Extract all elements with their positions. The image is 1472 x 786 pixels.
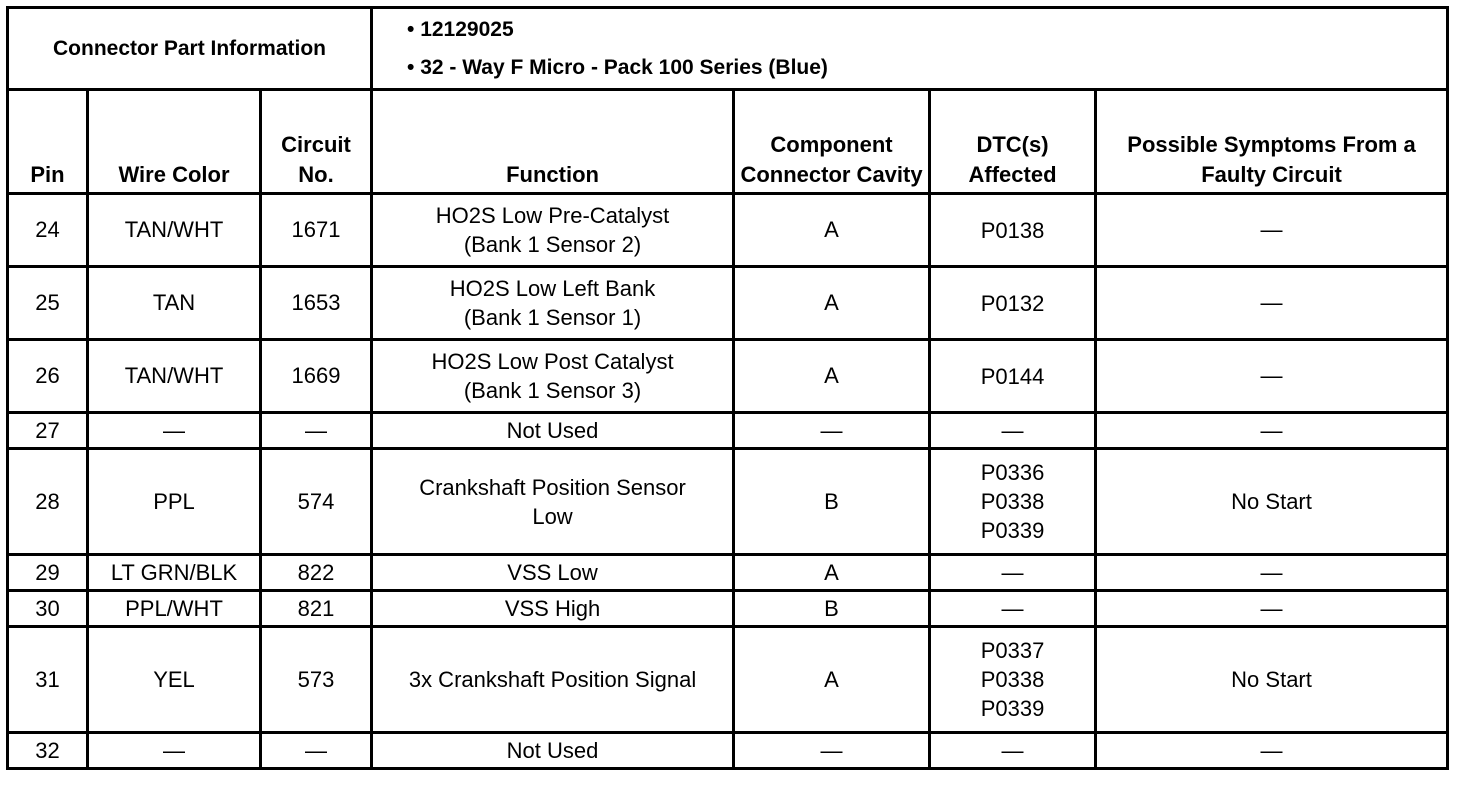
wire-color-cell: PPL/WHT xyxy=(88,591,261,627)
pin-cell: 31 xyxy=(8,627,88,733)
dtc-cell-line: P0132 xyxy=(980,290,1045,316)
dtc-cell-line: P0337 xyxy=(980,638,1045,663)
cavity-cell: A xyxy=(734,627,930,733)
cavity-cell: — xyxy=(734,413,930,449)
part-info-items xyxy=(372,8,1448,90)
circuit-cell: 574 xyxy=(261,449,372,555)
dtc-cell-line: P0144 xyxy=(980,363,1045,389)
table-row xyxy=(8,194,1448,267)
dtc-cell xyxy=(930,591,1096,627)
cavity-cell: B xyxy=(734,449,930,555)
dtc-cell-line: — xyxy=(1001,738,1024,763)
circuit-cell: — xyxy=(261,413,372,449)
table-row xyxy=(8,627,1448,733)
dtc-cell-line: P0138 xyxy=(980,217,1045,243)
function-cell xyxy=(372,267,734,340)
wire-color-cell: PPL xyxy=(88,449,261,555)
dtc-cell-line: P0336 xyxy=(980,460,1045,485)
circuit-cell: 1653 xyxy=(261,267,372,340)
function-cell-line: HO2S Low Pre-Catalyst xyxy=(435,203,670,228)
pin-cell: 24 xyxy=(8,194,88,267)
dtc-cell-line: P0338 xyxy=(980,489,1045,514)
function-cell-line: Crankshaft Position Sensor xyxy=(419,474,686,500)
pin-cell: 27 xyxy=(8,413,88,449)
connector-pinout-table xyxy=(6,6,1449,770)
dtc-cell xyxy=(930,340,1096,413)
circuit-cell: 573 xyxy=(261,627,372,733)
wire-color-cell: — xyxy=(88,733,261,769)
symptom-cell: — xyxy=(1096,194,1448,267)
function-cell xyxy=(372,449,734,555)
dtc-cell xyxy=(930,733,1096,769)
table-row xyxy=(8,555,1448,591)
symptom-cell: — xyxy=(1096,267,1448,340)
pin-cell: 25 xyxy=(8,267,88,340)
pin-cell: 30 xyxy=(8,591,88,627)
col-header-circuit-no: Circuit No. xyxy=(261,90,372,194)
dtc-cell xyxy=(930,267,1096,340)
symptom-cell: No Start xyxy=(1096,627,1448,733)
wire-color-cell: LT GRN/BLK xyxy=(88,555,261,591)
function-cell-line: HO2S Low Post Catalyst xyxy=(431,349,674,374)
dtc-cell xyxy=(930,627,1096,733)
dtc-cell-line: P0339 xyxy=(980,518,1045,543)
table-row xyxy=(8,591,1448,627)
function-cell-line: Not Used xyxy=(506,738,599,763)
function-cell xyxy=(372,591,734,627)
dtc-cell xyxy=(930,194,1096,267)
dtc-cell-line: P0339 xyxy=(980,696,1045,721)
dtc-cell-line: — xyxy=(1001,596,1024,621)
cavity-cell: A xyxy=(734,340,930,413)
function-cell xyxy=(372,194,734,267)
table-row xyxy=(8,733,1448,769)
col-header-function: Function xyxy=(372,90,734,194)
table-row xyxy=(8,340,1448,413)
symptom-cell: — xyxy=(1096,555,1448,591)
function-cell-line: HO2S Low Left Bank xyxy=(449,276,656,301)
column-header-row xyxy=(8,90,1448,194)
dtc-cell-line: — xyxy=(1001,418,1024,443)
connector-description: • 32 - Way F Micro - Pack 100 Series (Blue) xyxy=(407,55,828,79)
col-header-cavity: Component Connector Cavity xyxy=(734,90,930,194)
cavity-cell: A xyxy=(734,555,930,591)
symptom-cell: — xyxy=(1096,340,1448,413)
function-cell-line: (Bank 1 Sensor 1) xyxy=(463,305,642,330)
function-cell-line: VSS High xyxy=(504,596,601,621)
pin-cell: 28 xyxy=(8,449,88,555)
wire-color-cell: — xyxy=(88,413,261,449)
wire-color-cell: TAN/WHT xyxy=(88,194,261,267)
dtc-cell xyxy=(930,555,1096,591)
function-cell xyxy=(372,340,734,413)
function-cell xyxy=(372,555,734,591)
circuit-cell: 822 xyxy=(261,555,372,591)
dtc-cell-line: P0338 xyxy=(980,667,1045,692)
part-number: • 12129025 xyxy=(407,17,514,41)
wire-color-cell: TAN/WHT xyxy=(88,340,261,413)
cavity-cell: — xyxy=(734,733,930,769)
function-cell xyxy=(372,733,734,769)
table-row xyxy=(8,449,1448,555)
function-cell xyxy=(372,413,734,449)
col-header-pin: Pin xyxy=(8,90,88,194)
symptom-cell: — xyxy=(1096,591,1448,627)
symptom-cell: — xyxy=(1096,413,1448,449)
wire-color-cell: TAN xyxy=(88,267,261,340)
pin-cell: 29 xyxy=(8,555,88,591)
function-cell xyxy=(372,627,734,733)
cavity-cell: B xyxy=(734,591,930,627)
circuit-cell: 821 xyxy=(261,591,372,627)
function-cell-line: (Bank 1 Sensor 3) xyxy=(463,378,642,403)
table-row xyxy=(8,413,1448,449)
dtc-cell xyxy=(930,413,1096,449)
function-cell-line: (Bank 1 Sensor 2) xyxy=(463,232,642,257)
dtc-cell xyxy=(930,449,1096,555)
circuit-cell: 1669 xyxy=(261,340,372,413)
table-row xyxy=(8,267,1448,340)
part-info-row xyxy=(8,8,1448,90)
pin-cell: 26 xyxy=(8,340,88,413)
col-header-dtc: DTC(s) Affected xyxy=(930,90,1096,194)
function-cell-line: 3x Crankshaft Position Signal xyxy=(408,667,697,692)
col-header-symptoms: Possible Symptoms From a Faulty Circuit xyxy=(1096,90,1448,194)
function-cell-line: VSS Low xyxy=(507,560,598,585)
cavity-cell: A xyxy=(734,194,930,267)
part-info-label: Connector Part Information xyxy=(8,8,372,90)
function-cell-line: Not Used xyxy=(506,418,599,443)
wire-color-cell: YEL xyxy=(88,627,261,733)
cavity-cell: A xyxy=(734,267,930,340)
symptom-cell: No Start xyxy=(1096,449,1448,555)
circuit-cell: — xyxy=(261,733,372,769)
circuit-cell: 1671 xyxy=(261,194,372,267)
pin-cell: 32 xyxy=(8,733,88,769)
symptom-cell: — xyxy=(1096,733,1448,769)
col-header-wire-color: Wire Color xyxy=(88,90,261,194)
dtc-cell-line: — xyxy=(1001,560,1024,585)
function-cell-line: Low xyxy=(532,503,573,529)
